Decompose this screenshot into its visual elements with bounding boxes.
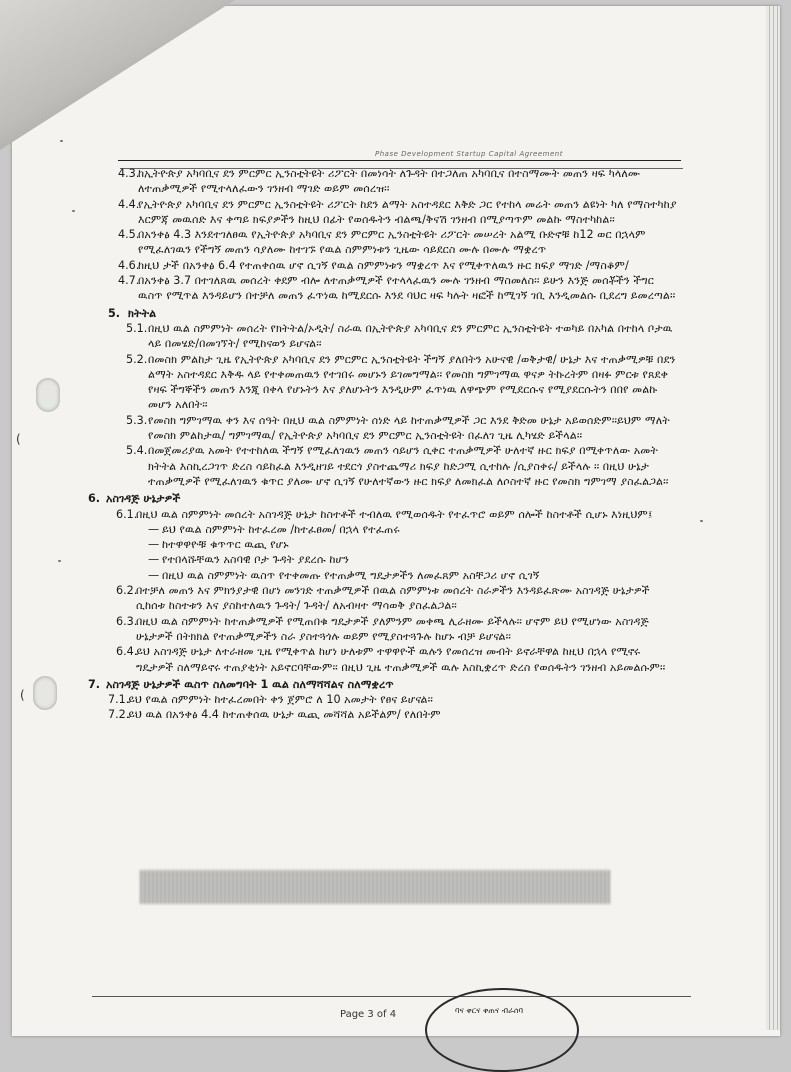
section-number: 5.: [108, 306, 121, 320]
clause-number: 4.6.: [118, 258, 140, 272]
clause-item: [88, 258, 678, 273]
margin-mark: (: [20, 688, 25, 702]
section-title: ክትትል: [128, 306, 157, 320]
clause-text: በዚህ ዉል ስምምነት መሰረት አስገዳጅ ሁኔታ ከስተቶች ተብለዉ የሚወሰዱት የተፈጥሮ ወይም ሰሎች ከስተቶች ሲሆኑ እነዚህም፤: [136, 507, 653, 521]
clause-item: [88, 443, 678, 489]
clause-number: 6.2.: [116, 584, 138, 598]
clause-text: ይህ ዉል በአንቀፅ 4.4 ከተጠቀሰዉ ሁኔታ ዉጪ መሻሻል አይችልም/ የለበትም: [128, 708, 441, 722]
clause-text: በአንቀፅ 4.3 እንደተገለፀዉ የኢትዮጵያ አካባቢና ደን ምርምር ኢንስቲትዩት ሪፖርት መሠረት አልሚ ቡድኖቹ ከ12 ወር በኋላም የሚፈለገዉን የችግኝ መጠን ሳያለሙ ከተገኙ የዉል ስምምነቱን ጊዜው ሳይደርስ ሙሉ በሙሉ ማቋረጥ: [138, 228, 646, 257]
clause-item: [88, 273, 678, 304]
stamp-text: ባና ቀርና ቀጠና ብራሰባ: [455, 1006, 524, 1015]
clause-item: [88, 352, 678, 413]
clause-text: የመስክ ግምገማዉ ቀን እና ሰዓት በዚህ ዉል ስምምነት ሰነድ ላይ ከተጠቃሚዎች ጋር እንደ ቅድመ ሁኔታ አይወሰድም፡፡ይህም ማለት የመስክ ምልከታዉ/ ግምገማዉ/ የኢትዮጵያ አካባቢና ደን ምርምር ኢንስቲትዩት በፈለገ ጊዜ ሊካሄድ ይችላል፡፡: [148, 413, 670, 443]
page-number: Page 3 of 4: [340, 1009, 397, 1020]
clause-number: 4.3.: [118, 167, 140, 180]
bullet-item: — ይህ የዉል ስምምነት ከተፈረመ /ከተፈፀመ/ በኋላ የተፈጠሩ: [148, 522, 678, 537]
bullet-item: — የተበላሹቸዉን አስባዊ ቦታ ጉዳት ያደረሱ ከሆን: [148, 552, 678, 567]
section-6: [88, 491, 678, 675]
section-number: 6.: [88, 492, 101, 506]
clause-number: 5.3.: [126, 413, 148, 427]
clause-text: ይህ አስገዳጅ ሁኔታ ለተራዘመ ጊዜ የሚቀጥል ከሆነ ሁለቱም ተዋዋዮች ዉሉን የመሰረዝ መብት ይኖራቸዋል ከዚህ በኋላ የሚኖሩ ግዴታዎች ስለማይኖሩ ተጠያቂነት አይኖርባቸውም፡፡ በዚህ ጊዜ ተጠቃሚዎች ዉሉ እስኪቋረጥ ድረስ የወሰዱትን ገንዘብ አይመልሱም፡፡: [136, 645, 666, 674]
section-heading: [88, 677, 678, 692]
clause-text: በዚህ ዉል ስምምነት መሰረት የክትትል/ኦዲት/ ስራዉ በኢትዮጵያ አካባቢና ደን ምርምር ኢንስቲትዩት ተወካይ በአካል በተከላ ቦታዉ ላይ በመሄድ/በመገኘት/ የሚከናወን ይሆናል፡፡: [148, 321, 673, 351]
clause-text: በዚህ ዉል ስምምነት ከተጠቃሚዎች የሚጠበቁ ግዴታዎች ያለምንም መቀጫ ሊራዘሙ ይችላሉ፡፡ ሆኖም ይህ የሚሆነው አስገዳጅ ሁኔታዎች በትክክል የተጠቃሚዎችን ስራ ያስተጓጎሉ ወይም የሚያስተጓጉሉ ከሆኑ ብቻ ይሆናል፡፡: [136, 614, 649, 643]
punch-hole-upper: [36, 378, 60, 412]
clause-number: 7.2.: [108, 708, 130, 722]
clause-number: 6.1.: [116, 507, 138, 521]
scan-smudge: [140, 870, 610, 904]
clause-item: [88, 614, 678, 645]
paper-stack-edge: [766, 6, 780, 1030]
document-body: [88, 166, 678, 723]
bullet-item: — ከተዋዋዮቹ ቁጥጥር ዉጪ የሆኑ: [148, 537, 678, 552]
scan-speck: [72, 210, 75, 212]
bullet-list: [88, 522, 678, 583]
bullet-item: — በዚህ ዉል ስምምነት ዉስጥ የተቀመጡ የተጠቃሚ ግዴታዎችን ለመፈጸም አስቸጋሪ ሆኖ ሲገኝ: [148, 568, 678, 583]
scan-speck: [58, 560, 61, 562]
clause-item: [88, 227, 678, 258]
clause-item: [88, 507, 678, 522]
clause-item: [88, 413, 678, 444]
section-heading: [88, 306, 678, 321]
running-header: Phase Development Startup Capital Agreement: [375, 150, 563, 158]
clause-number: 6.4.: [116, 645, 138, 659]
clause-item: [88, 197, 678, 228]
punch-hole-lower: [33, 676, 57, 710]
scan-speck: [700, 520, 703, 522]
section-title: አስገዳጅ ሁኔታዎች: [106, 492, 181, 506]
clause-number: 4.5.: [118, 228, 140, 242]
footer-rule: [92, 996, 691, 997]
clause-number: 4.7.: [118, 274, 140, 288]
section-5: [88, 306, 678, 490]
clause-item: [88, 644, 678, 675]
clause-text: ከኢትዮጵያ አካባቢና ደን ምርምር ኢንስቲትዩት ሪፖርት በመነሳት ለጉዳት በተጋለጠ አካባቢና በተስማሙት መጠን ዛፍ ካላለሙ ለተጠቃሚዎች የሚተላለፈውን ገንዘብ ማገድ ወይም መሰረዝ፡፡: [138, 167, 641, 196]
section-4-continued: [88, 166, 678, 304]
clause-text: በመስክ ምልከታ ጊዜ የኢትዮጵያ አካባቢና ደን ምርምር ኢንስቲትዩት ችግኝ ያለበትን አሁናዊ /ወቅታዊ/ ሁኔታ እና ተጠቃሚዎቹ በደን ልማት አስተዳደር እቅዱ ላይ የተቀመጠዉን የተገበሩ መሆኑን ይገመግማል፡፡ የመስክ ግምገማዉ ዋናዎ ትኩረትም በዛፉ ምርቱ የጸደቀ የዛፍ ችግኞችን መጠን እንጂ በቀላ የሆኑትን እና ያለሆኑትን እንዲሁም ፈጥነዉ ለዋጭም የሚደርሱና የሚያደርሱትን በበየ መልኩ መሆን አለበት፡፡: [148, 352, 676, 412]
section-7: [88, 677, 678, 723]
clause-item: [88, 583, 678, 614]
clause-number: 4.4.: [118, 197, 140, 211]
official-stamp: [425, 988, 579, 1072]
clause-text: በመጀመሪያዉ አመት የተተከለዉ ችግኝ የሚፈለገዉን መጠን ሳይሆን ሲቀር ተጠቃሚዎች ሁለተኛ ዙር ክፍያ በሚቀጥለው አመት ክትትል እስኪረጋገጥ ድረስ ሳይከፈል እንዲዘገይ ተደርጎ ያስተጨማሪ ክፍያ ከድጋሚ ሲተከሉ /ሲያስቀሩ/ ይችላሉ ፡፡ በዚህ ሁኔታ ተጠቃሚዎች የሚፈለገዉን ቁጥር ያለሙ ሆኖ ሲገኝ የሁለተኛውን ዙር ክፍያ ለመክፈል ለሶስተኛ ዙር የመስክ ግምገማ ያስፈልጋል፡፡: [148, 444, 669, 488]
clause-text: በአንቀፅ 3.7 በተገለጸዉ መሰረት ቀደም ብሎ ለተጠቃሚዎች የተላላፈዉን ሙሉ ገንዘብ ማስመለስ፡፡ ይሁን እንጅ መሰቾችን ችግር ዉስጥ የሚጥል እንዳይሆን በተቻለ መጠን ፈጥነዉ ከሚደርሱ እንደ ባህር ዛፍ ካሉት ዛፎች ከሚገኝ ገቢ እንዲመልሱ ቢደረግ ይመረጣል፡፡: [138, 274, 676, 303]
margin-mark: (: [16, 432, 21, 446]
scan-speck: [60, 140, 63, 142]
clause-text: ይህ የዉል ስምምነት ከተፈረመበት ቀን ጀምሮ ለ 10 አመታት የፀና ይሆናል፡፡: [128, 693, 433, 707]
clause-number: 5.2.: [126, 352, 148, 366]
section-number: 7.: [88, 677, 101, 691]
clause-number: 5.1.: [126, 321, 148, 335]
clause-text: ከዚህ ታች በአንቀፅ 6.4 የተጠቀሰዉ ሆኖ ሲገኝ የዉል ስምምነቱን ማቋረጥ እና የሚቀጥለዉን ዙር ክፍያ ማገድ /ማስቆም/: [138, 258, 629, 272]
clause-item: [88, 321, 678, 352]
clause-number: 7.1.: [108, 693, 130, 707]
clause-item: [88, 707, 678, 722]
clause-item: [88, 166, 678, 197]
clause-item: [88, 692, 678, 707]
clause-number: 5.4.: [126, 444, 148, 458]
clause-text: የኢትዮጵያ አካባቢና ደን ምርምር ኢንስቲትዩት ሪፖርት ከደን ልማት አስተዳደር እቅድ ጋር የተከላ መሬት መጠን ልዩነት ካለ የማስተካከያ እርምጃ መዉሰድ እና ቀጣይ ክፍያዎችን ከዚህ በፊት የወሰዱትን ብልጫ/ቅናሽ ገንዘብ በሚያጣጥም መልኩ ማስተካከል፡፡: [138, 197, 677, 226]
clause-number: 6.3.: [116, 614, 138, 628]
section-heading: [88, 491, 678, 506]
section-title: አስገዳጅ ሁኔታዎች ዉስጥ ስለመግባት 1 ዉል ስለማሻሻልና ስለማቋረጥ: [106, 677, 394, 691]
header-rule: [118, 160, 681, 161]
clause-text: በተቻለ መጠን እና ምክንያታዊ በሆነ መንገድ ተጠቃሚዎች በዉል ስምምነቱ መሰረት ስራዎችን እንዳይፈጽሙ አስገዳጅ ሁኔታዎች ሲከሰቱ ከስተቱን እና ያስከተለዉን ጉዳት/ ጉዳት/ ለአብዛተ ማሳወቅ ያስፈልጋል፡፡: [136, 584, 650, 613]
